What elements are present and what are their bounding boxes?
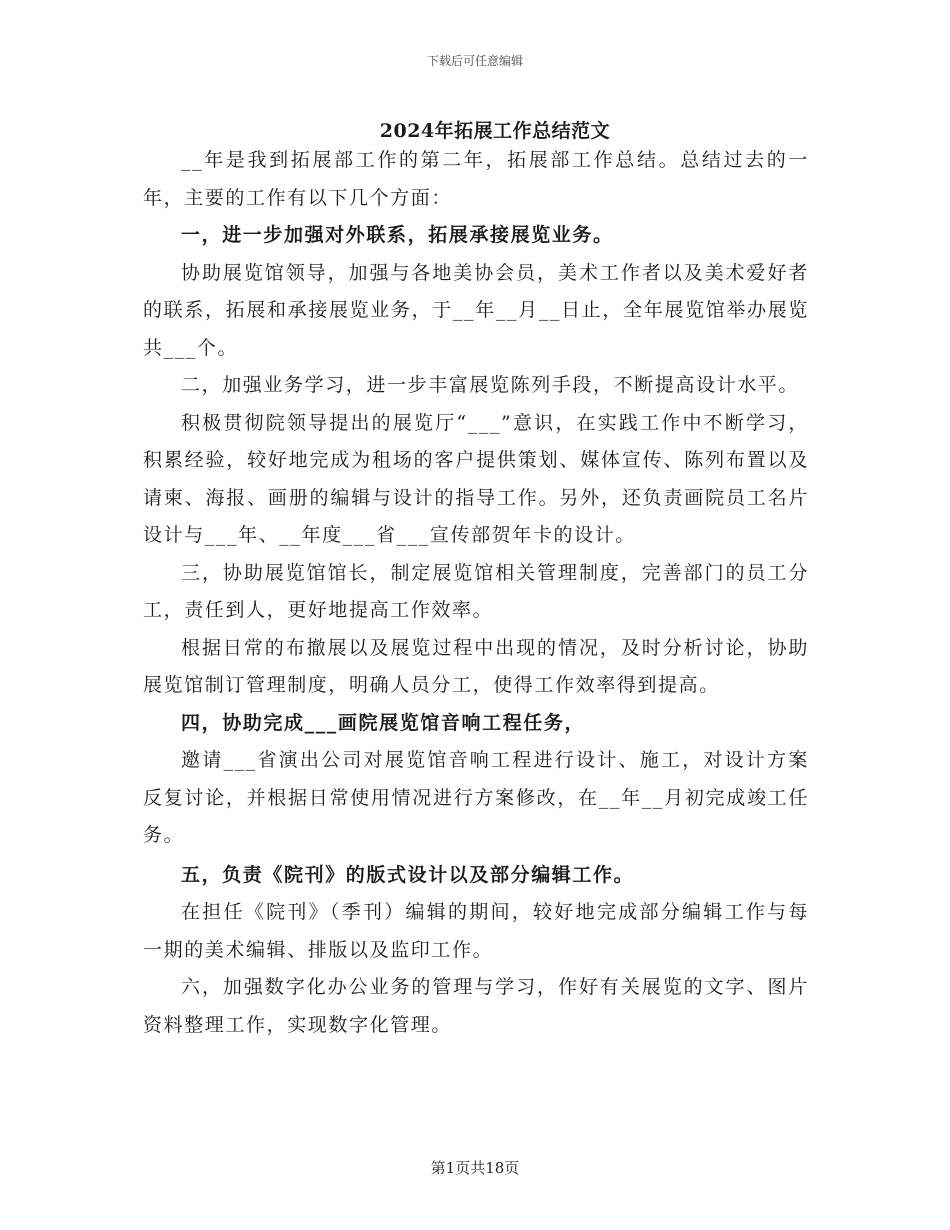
section-heading-2: 二，加强业务学习，进一步丰富展览陈列手段，不断提高设计水平。 <box>181 374 800 396</box>
header-note: 下载后可任意编辑 <box>426 54 523 68</box>
paragraph-intro: __年是我到拓展部工作的第二年，拓展部工作总结。总结过去的一年，主要的工作有以下几个方面： <box>143 149 809 209</box>
page-footer: 第1页共18页 <box>430 1159 520 1177</box>
section-heading-3: 三，协助展览馆馆长，制定展览馆相关管理制度，完善部门的员工分工，责任到人，更好地提高工作效率。 <box>143 561 809 621</box>
paragraph-1: 协助展览馆领导，加强与各地美协会员，美术工作者以及美术爱好者的联系，拓展和承接展览业务，于__年__月__日止，全年展览馆举办展览共___个。 <box>143 261 809 359</box>
section-heading-5: 五，负责《院刊》的版式设计以及部分编辑工作。 <box>181 863 635 886</box>
paragraph-5: 在担任《院刊》（季刊）编辑的期间，较好地完成部分编辑工作与每一期的美术编辑、排版以及监印工作。 <box>143 901 809 961</box>
paragraph-2: 积极贯彻院领导提出的展览厅“___”意识，在实践工作中不断学习，积累经验，较好地完成为租场的客户提供策划、媒体宣传、陈列布置以及请柬、海报、画册的编辑与设计的指导工作。另外，还负责画院员工名片设计与___年、__年度___省___宣传部贺年卡的设计。 <box>143 411 809 546</box>
section-heading-1: 一，进一步加强对外联系，拓展承接展览业务。 <box>181 224 614 246</box>
section-heading-6: 六，加强数字化办公业务的管理与学习，作好有关展览的文字、图片资料整理工作，实现数字化管理。 <box>143 976 809 1036</box>
section-heading-4: 四，协助完成___画院展览馆音响工程任务， <box>181 711 586 734</box>
paragraph-4: 邀请___省演出公司对展览馆音响工程进行设计、施工，对设计方案反复讨论，并根据日常使用情况进行方案修改，在__年__月初完成竣工任务。 <box>143 749 809 846</box>
document-title: 2024年拓展工作总结范文 <box>379 120 611 142</box>
paragraph-3: 根据日常的布撤展以及展览过程中出现的情况，及时分析讨论，协助展览馆制订管理制度，明确人员分工，使得工作效率得到提高。 <box>143 636 809 696</box>
document-body <box>143 142 809 1044</box>
